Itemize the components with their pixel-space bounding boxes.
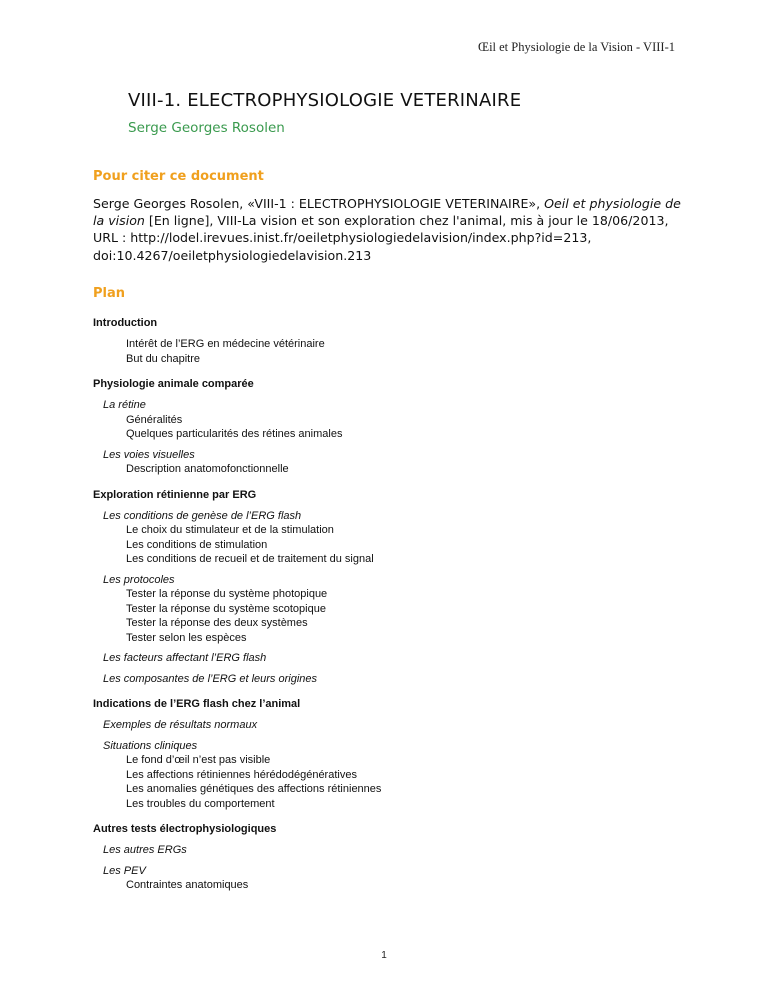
journal-title: Oeil et physiologie de la vision	[93, 196, 681, 229]
plan-group	[103, 651, 693, 666]
plan-subsection-title[interactable]: Exemples de résultats normaux	[103, 719, 258, 731]
plan-subsection-title[interactable]: Les autres ERGs	[103, 844, 187, 856]
plan-item[interactable]: Les anomalies génétiques des affections rétiniennes	[126, 783, 382, 795]
plan-part	[93, 316, 693, 366]
plan-group	[103, 718, 693, 733]
plan-group	[103, 448, 693, 477]
citation-text	[93, 195, 693, 264]
plan-item[interactable]: Le choix du stimulateur et de la stimulation	[126, 524, 334, 536]
running-header: Œil et Physiologie de la Vision - VIII-1	[477, 40, 675, 54]
author-name: Serge Georges Rosolen	[128, 120, 285, 136]
plan-part-title[interactable]: Physiologie animale comparée	[93, 378, 254, 390]
plan-subsection-title[interactable]: Les voies visuelles	[103, 448, 195, 461]
plan-subsection-title[interactable]: Les composantes de l’ERG et leurs origines	[103, 672, 317, 685]
plan-item[interactable]: Les troubles du comportement	[126, 797, 275, 810]
plan-heading: Plan	[93, 286, 126, 301]
plan-item[interactable]: Tester la réponse du système scotopique	[126, 602, 326, 615]
plan-item[interactable]: But du chapitre	[126, 352, 200, 365]
plan-group	[103, 672, 693, 687]
plan-part	[93, 697, 693, 811]
plan-part	[93, 488, 693, 687]
document-title: VIII-1. ELECTROPHYSIOLOGIE VETERINAIRE	[128, 90, 522, 111]
plan-part-title[interactable]: Exploration rétinienne par ERG	[93, 488, 257, 501]
plan-group	[103, 843, 693, 858]
plan-item[interactable]: Les affections rétiniennes hérédodégénératives	[126, 768, 357, 781]
plan-item[interactable]: Intérêt de l’ERG en médecine vétérinaire	[126, 338, 325, 350]
plan-group	[103, 337, 693, 366]
citation-part1: Serge Georges Rosolen, «VIII-1 : ELECTROPHYSIOLOGIE VETERINAIRE»,	[93, 196, 545, 211]
plan-item[interactable]: Contraintes anatomiques	[126, 879, 249, 891]
plan-item[interactable]: Généralités	[126, 413, 183, 426]
plan-item[interactable]: Le fond d’œil n’est pas visible	[126, 754, 271, 766]
plan-subsection-title[interactable]: Les conditions de genèse de l’ERG flash	[103, 509, 302, 522]
plan-subsection-title[interactable]: La rétine	[103, 399, 146, 411]
plan-subsection-title[interactable]: Situations cliniques	[103, 739, 198, 752]
plan-part-title[interactable]: Introduction	[93, 317, 158, 329]
plan-part	[93, 377, 693, 477]
plan-subsection-title[interactable]: Les PEV	[103, 864, 146, 877]
plan-group	[103, 739, 693, 812]
plan-group	[103, 398, 693, 442]
plan-group	[103, 573, 693, 646]
plan-item[interactable]: Tester la réponse du système photopique	[126, 588, 328, 600]
plan-part	[93, 822, 693, 893]
plan-item[interactable]: Tester la réponse des deux systèmes	[126, 617, 308, 629]
plan-item[interactable]: Quelques particularités des rétines animales	[126, 428, 343, 440]
cite-heading: Pour citer ce document	[93, 169, 264, 184]
plan-group	[103, 864, 693, 893]
plan-item[interactable]: Les conditions de recueil et de traitement du signal	[126, 553, 374, 565]
page-number: 1	[381, 950, 387, 961]
plan-subsection-title[interactable]: Les facteurs affectant l’ERG flash	[103, 652, 267, 664]
plan-item[interactable]: Les conditions de stimulation	[126, 538, 268, 551]
plan-item[interactable]: Description anatomofonctionnelle	[126, 463, 289, 475]
plan-subsection-title[interactable]: Les protocoles	[103, 573, 175, 586]
plan-toc	[93, 316, 693, 904]
plan-item[interactable]: Tester selon les espèces	[126, 631, 247, 644]
plan-part-title[interactable]: Autres tests électrophysiologiques	[93, 823, 277, 835]
plan-group	[103, 509, 693, 567]
citation-part2: [En ligne], VIII-La vision et son exploration chez l'animal, mis à jour le 18/06/2013, URL : http://lodel.irevues.inist.fr/oeiletphysiologiedelavision/index.php?id=213, doi:10.4267/oeiletphysiologiedelavision.213	[93, 213, 669, 263]
plan-part-title[interactable]: Indications de l’ERG flash chez l’animal	[93, 698, 301, 710]
